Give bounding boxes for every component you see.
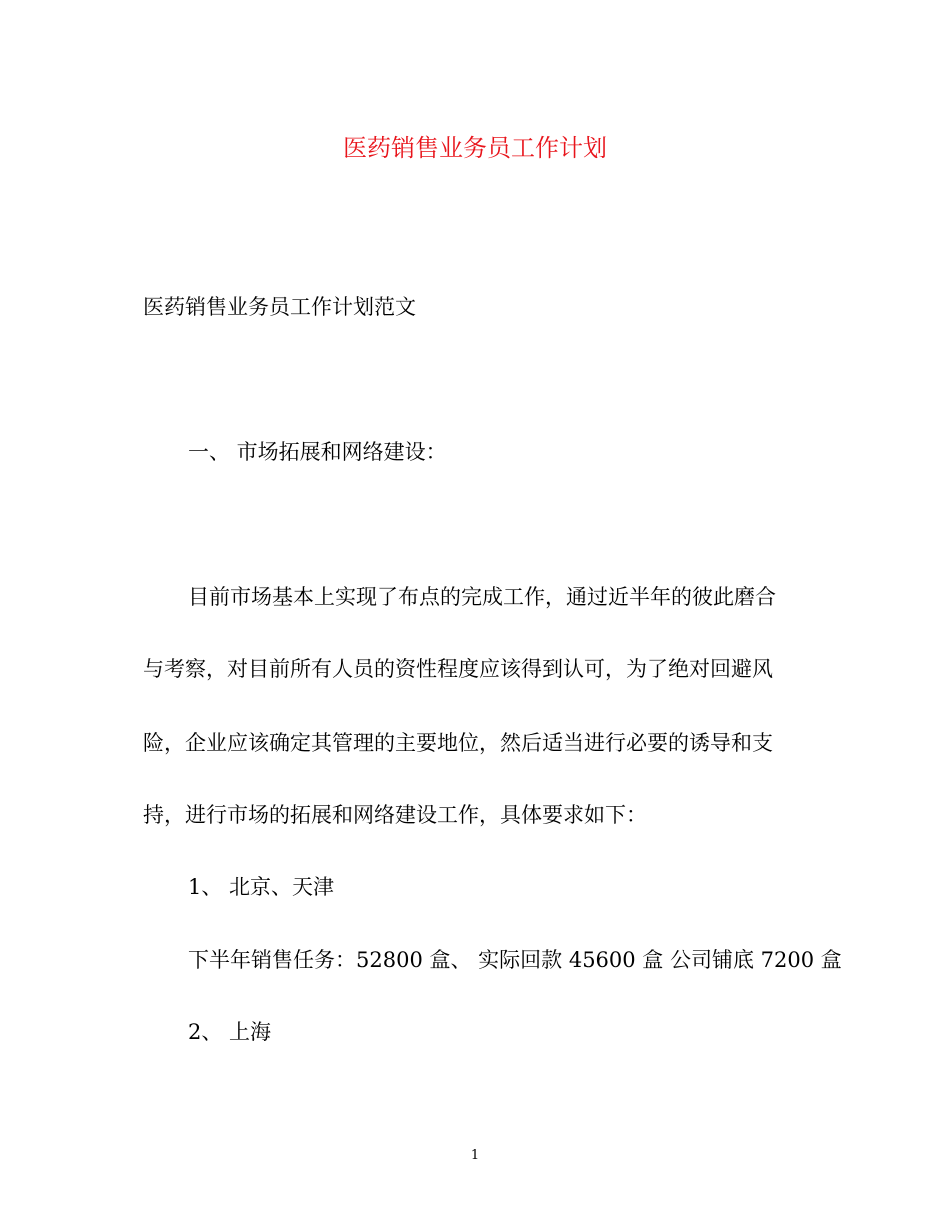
list-item-heading: 2、 上海 [188, 1020, 272, 1044]
document-title: 医药销售业务员工作计划 [343, 134, 607, 162]
sales-task-line: 下半年销售任务：52800 盒、 实际回款 45600 盒 公司铺底 7200 盒 [188, 948, 842, 972]
page-number: 1 [470, 1148, 480, 1163]
list-item-heading: 1、 北京、天津 [188, 875, 335, 899]
section-heading: 一、 市场拓展和网络建设： [188, 440, 447, 464]
document-subtitle: 医药销售业务员工作计划范文 [143, 295, 416, 319]
paragraph-line: 目前市场基本上实现了布点的完成工作，通过近半年的彼此磨合 [188, 585, 776, 609]
paragraph-line: 险，企业应该确定其管理的主要地位，然后适当进行必要的诱导和支 [143, 731, 773, 755]
paragraph-line: 持，进行市场的拓展和网络建设工作，具体要求如下： [143, 803, 647, 827]
paragraph-line: 与考察，对目前所有人员的资性程度应该得到认可，为了绝对回避风 [143, 657, 773, 681]
